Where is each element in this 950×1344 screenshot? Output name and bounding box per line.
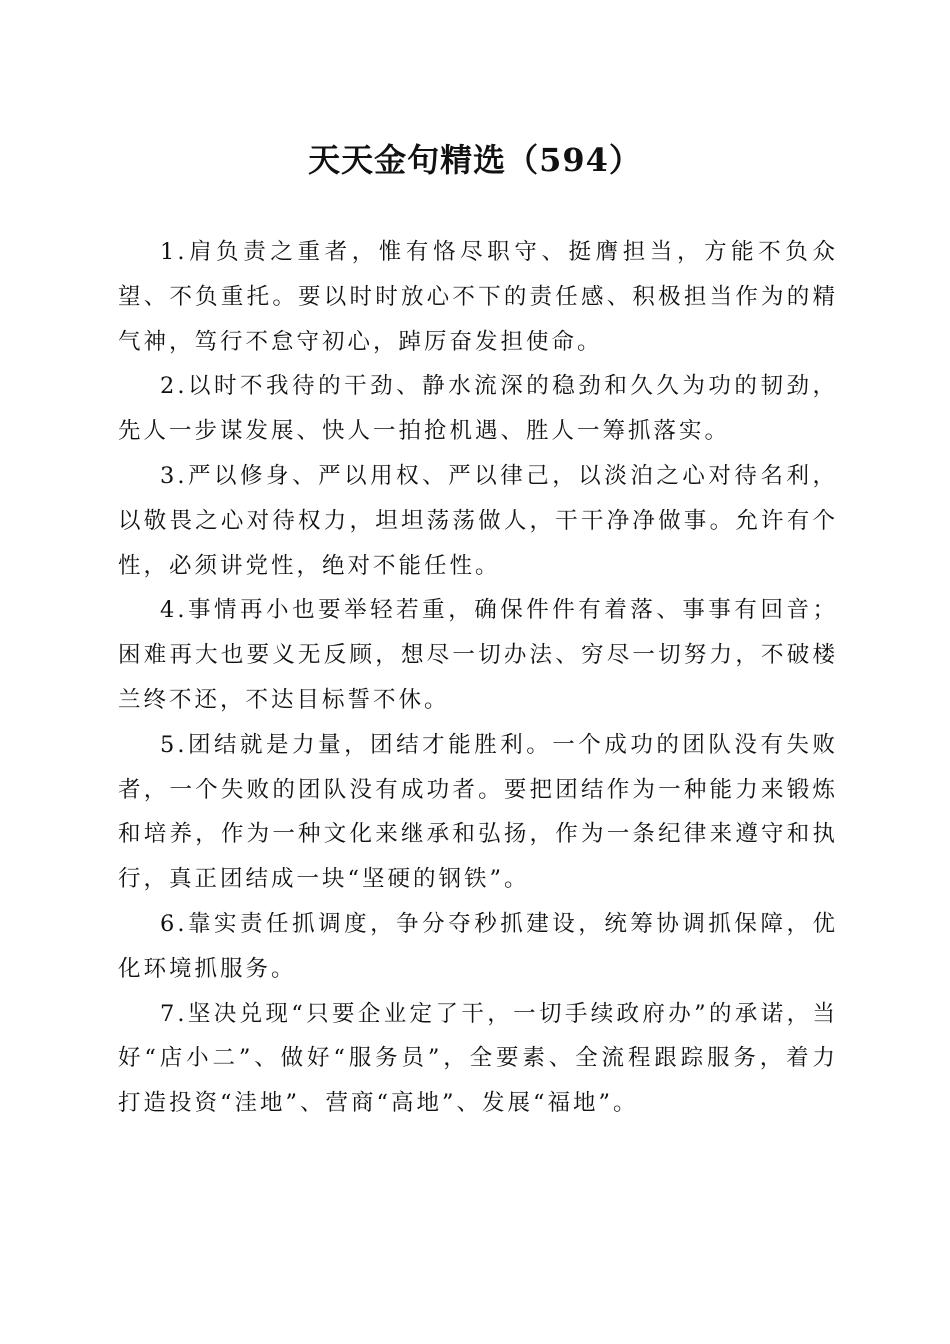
quote-paragraph-7: 7.坚决兑现“只要企业定了干，一切手续政府办”的承诺，当好“店小二”、做好“服务员”，全要素、全流程跟踪服务，着力打造投资“洼地”、营商“高地”、发展“福地”。 [118,1000,838,1117]
quote-paragraph-2: 2.以时不我待的干劲、静水流深的稳劲和久久为功的韧劲，先人一步谋发展、快人一拍抢机遇、胜人一筹抓落实。 [118,373,838,445]
quote-paragraph-6: 6.靠实责任抓调度，争分夺秒抓建设，统筹协调抓保障，优化环境抓服务。 [118,910,838,982]
page-title: 天天金句精选（594） [308,141,642,179]
quote-paragraph-4: 4.事情再小也要举轻若重，确保件件有着落、事事有回音；困难再大也要义无反顾，想尽一切办法、穷尽一切努力，不破楼兰终不还，不达目标誓不休。 [118,597,838,713]
quote-paragraph-3: 3.严以修身、严以用权、严以律己，以淡泊之心对待名利，以敬畏之心对待权力，坦坦荡荡做人，干干净净做事。允许有个性，必须讲党性，绝对不能任性。 [118,462,838,579]
document-body [118,230,838,1126]
quote-paragraph-5: 5.团结就是力量，团结才能胜利。一个成功的团队没有失败者，一个失败的团队没有成功者。要把团结作为一种能力来锻炼和培养，作为一种文化来继承和弘扬，作为一条纪律来遵守和执行，真正团结成一块“坚硬的钢铁”。 [118,731,838,893]
quote-paragraph-1: 1.肩负责之重者，惟有恪尽职守、挺膺担当，方能不负众望、不负重托。要以时时放心不下的责任感、积极担当作为的精气神，笃行不怠守初心，踔厉奋发担使命。 [118,239,838,355]
